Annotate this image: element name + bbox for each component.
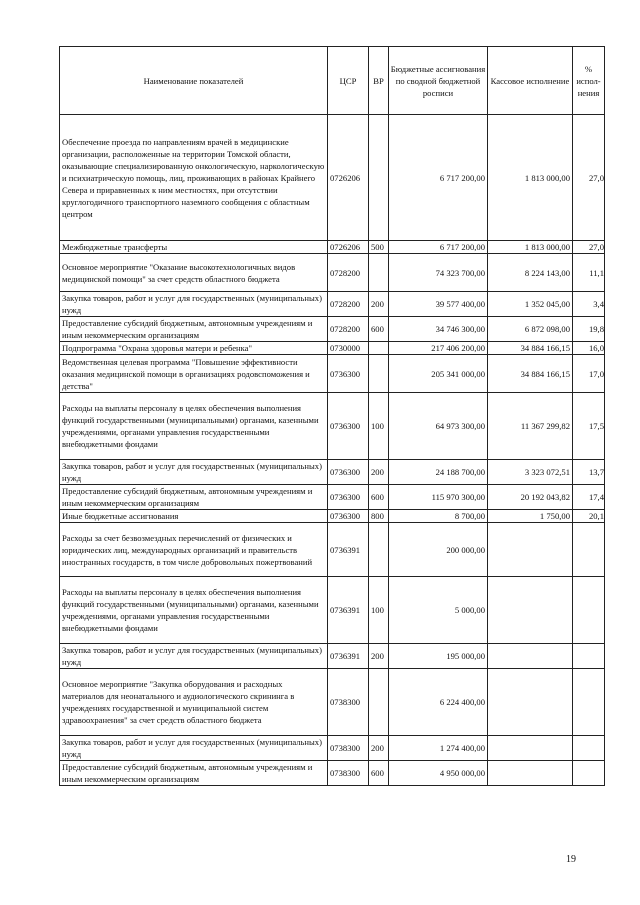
cell-cash: 1 750,00 <box>488 510 573 523</box>
cell-vr: 800 <box>369 510 389 523</box>
cell-budget: 4 950 000,00 <box>389 761 488 786</box>
cell-csr: 0736391 <box>328 577 369 644</box>
header-vr: ВР <box>369 47 389 115</box>
cell-pct: 3,4 <box>573 292 605 317</box>
cell-vr: 200 <box>369 736 389 761</box>
cell-csr: 0736391 <box>328 523 369 577</box>
cell-csr: 0736300 <box>328 355 369 393</box>
cell-budget: 8 700,00 <box>389 510 488 523</box>
cell-pct <box>573 736 605 761</box>
cell-pct: 17,4 <box>573 485 605 510</box>
budget-table <box>59 46 605 786</box>
cell-name: Ведомственная целевая программа "Повышение эффективности оказания медицинской помощи в организациях родовспоможения и детства" <box>60 355 328 393</box>
cell-name: Предоставление субсидий бюджетным, автономным учреждениям и иным некоммерческим организациям <box>60 761 328 786</box>
cell-pct: 17,0 <box>573 355 605 393</box>
cell-cash: 8 224 143,00 <box>488 254 573 292</box>
cell-vr <box>369 254 389 292</box>
cell-pct: 20,1 <box>573 510 605 523</box>
cell-cash <box>488 523 573 577</box>
cell-budget: 6 717 200,00 <box>389 115 488 241</box>
cell-budget: 6 717 200,00 <box>389 241 488 254</box>
cell-vr: 200 <box>369 460 389 485</box>
table-row <box>60 241 605 254</box>
cell-name: Предоставление субсидий бюджетным, автономным учреждениям и иным некоммерческим организациям <box>60 485 328 510</box>
cell-pct <box>573 644 605 669</box>
cell-pct: 27,0 <box>573 115 605 241</box>
cell-budget: 6 224 400,00 <box>389 669 488 736</box>
table-row <box>60 317 605 342</box>
cell-vr <box>369 342 389 355</box>
table-row <box>60 355 605 393</box>
table-row <box>60 761 605 786</box>
cell-name: Расходы на выплаты персоналу в целях обеспечения выполнения функций государственными (муниципальными) органами, казенными учреждениями, органами управления государственными внебюджетными фондами <box>60 393 328 460</box>
cell-cash: 3 323 072,51 <box>488 460 573 485</box>
cell-pct <box>573 669 605 736</box>
cell-pct: 27,0 <box>573 241 605 254</box>
cell-cash: 20 192 043,82 <box>488 485 573 510</box>
cell-csr: 0736300 <box>328 510 369 523</box>
table-row <box>60 669 605 736</box>
budget-execution-sheet <box>59 46 605 786</box>
cell-name: Закупка товаров, работ и услуг для государственных (муниципальных) нужд <box>60 292 328 317</box>
cell-vr: 100 <box>369 577 389 644</box>
cell-budget: 24 188 700,00 <box>389 460 488 485</box>
cell-cash: 1 813 000,00 <box>488 115 573 241</box>
table-row <box>60 254 605 292</box>
cell-pct <box>573 761 605 786</box>
cell-vr: 200 <box>369 292 389 317</box>
table-row <box>60 292 605 317</box>
table-row <box>60 577 605 644</box>
cell-csr: 0728200 <box>328 292 369 317</box>
table-header-row <box>60 47 605 115</box>
table-row <box>60 115 605 241</box>
cell-name: Подпрограмма "Охрана здоровья матери и ребенка" <box>60 342 328 355</box>
cell-vr: 600 <box>369 761 389 786</box>
cell-name: Закупка товаров, работ и услуг для государственных (муниципальных) нужд <box>60 644 328 669</box>
cell-budget: 195 000,00 <box>389 644 488 669</box>
cell-budget: 74 323 700,00 <box>389 254 488 292</box>
cell-budget: 64 973 300,00 <box>389 393 488 460</box>
cell-csr: 0726206 <box>328 241 369 254</box>
cell-vr <box>369 355 389 393</box>
cell-cash <box>488 761 573 786</box>
cell-csr: 0736300 <box>328 393 369 460</box>
cell-cash <box>488 669 573 736</box>
cell-cash <box>488 577 573 644</box>
cell-budget: 115 970 300,00 <box>389 485 488 510</box>
cell-csr: 0728200 <box>328 317 369 342</box>
cell-cash: 6 872 098,00 <box>488 317 573 342</box>
cell-vr: 600 <box>369 485 389 510</box>
header-name: Наименование показателей <box>60 47 328 115</box>
table-row <box>60 460 605 485</box>
cell-budget: 5 000,00 <box>389 577 488 644</box>
cell-cash: 11 367 299,82 <box>488 393 573 460</box>
cell-budget: 205 341 000,00 <box>389 355 488 393</box>
cell-pct <box>573 523 605 577</box>
cell-name: Обеспечение проезда по направлениям врачей в медицинские организации, расположенные на территории Томской области, оказывающие специализированную онкологическую, наркологическую и психиатрическую помощь, лиц, проживающих в районах Крайнего Севера и приравненных к ним местностях, при отсутствии круглогодичного транспортного наземного сообщения с областным центром <box>60 115 328 241</box>
cell-cash: 34 884 166,15 <box>488 342 573 355</box>
cell-csr: 0738300 <box>328 736 369 761</box>
cell-name: Основное мероприятие "Оказание высокотехнологичных видов медицинской помощи" за счет средств областного бюджета <box>60 254 328 292</box>
cell-csr: 0736300 <box>328 460 369 485</box>
cell-vr <box>369 115 389 241</box>
cell-csr: 0726206 <box>328 115 369 241</box>
table-row <box>60 342 605 355</box>
cell-csr: 0738300 <box>328 761 369 786</box>
cell-csr: 0736300 <box>328 485 369 510</box>
cell-csr: 0728200 <box>328 254 369 292</box>
table-row <box>60 644 605 669</box>
cell-budget: 217 406 200,00 <box>389 342 488 355</box>
cell-name: Расходы на выплаты персоналу в целях обеспечения выполнения функций государственными (муниципальными) органами, казенными учреждениями, органами управления государственными внебюджетными фондами <box>60 577 328 644</box>
cell-cash: 34 884 166,15 <box>488 355 573 393</box>
cell-cash <box>488 736 573 761</box>
cell-cash <box>488 644 573 669</box>
cell-budget: 200 000,00 <box>389 523 488 577</box>
table-body <box>60 115 605 786</box>
table-row <box>60 510 605 523</box>
cell-name: Основное мероприятие "Закупка оборудования и расходных материалов для неонатального и аудиологического скрининга в учреждениях государственной и муниципальной систем здравоохранения" за счет средств областного бюджета <box>60 669 328 736</box>
cell-vr: 100 <box>369 393 389 460</box>
cell-vr: 500 <box>369 241 389 254</box>
cell-vr: 600 <box>369 317 389 342</box>
cell-pct: 11,1 <box>573 254 605 292</box>
cell-name: Закупка товаров, работ и услуг для государственных (муниципальных) нужд <box>60 460 328 485</box>
cell-pct: 16,0 <box>573 342 605 355</box>
cell-pct: 13,7 <box>573 460 605 485</box>
cell-name: Предоставление субсидий бюджетным, автономным учреждениям и иным некоммерческим организациям <box>60 317 328 342</box>
cell-budget: 1 274 400,00 <box>389 736 488 761</box>
cell-csr: 0730000 <box>328 342 369 355</box>
header-csr: ЦСР <box>328 47 369 115</box>
cell-vr <box>369 669 389 736</box>
cell-name: Межбюджетные трансферты <box>60 241 328 254</box>
cell-vr <box>369 523 389 577</box>
table-row <box>60 485 605 510</box>
cell-name: Иные бюджетные ассигнования <box>60 510 328 523</box>
cell-pct: 17,5 <box>573 393 605 460</box>
cell-name: Закупка товаров, работ и услуг для государственных (муниципальных) нужд <box>60 736 328 761</box>
cell-cash: 1 813 000,00 <box>488 241 573 254</box>
cell-pct: 19,8 <box>573 317 605 342</box>
cell-cash: 1 352 045,00 <box>488 292 573 317</box>
header-cash: Кассовое исполнение <box>488 47 573 115</box>
cell-pct <box>573 577 605 644</box>
cell-budget: 39 577 400,00 <box>389 292 488 317</box>
page-number: 19 <box>566 854 576 865</box>
cell-csr: 0736391 <box>328 644 369 669</box>
header-pct: % испол-нения <box>573 47 605 115</box>
table-row <box>60 736 605 761</box>
cell-vr: 200 <box>369 644 389 669</box>
header-budget: Бюджетные ассигнования по сводной бюджетной росписи <box>389 47 488 115</box>
cell-budget: 34 746 300,00 <box>389 317 488 342</box>
table-row <box>60 393 605 460</box>
table-row <box>60 523 605 577</box>
cell-name: Расходы за счет безвозмездных перечислений от физических и юридических лиц, международных организаций и правительств иностранных государств, в том числе добровольных пожертвований <box>60 523 328 577</box>
cell-csr: 0738300 <box>328 669 369 736</box>
